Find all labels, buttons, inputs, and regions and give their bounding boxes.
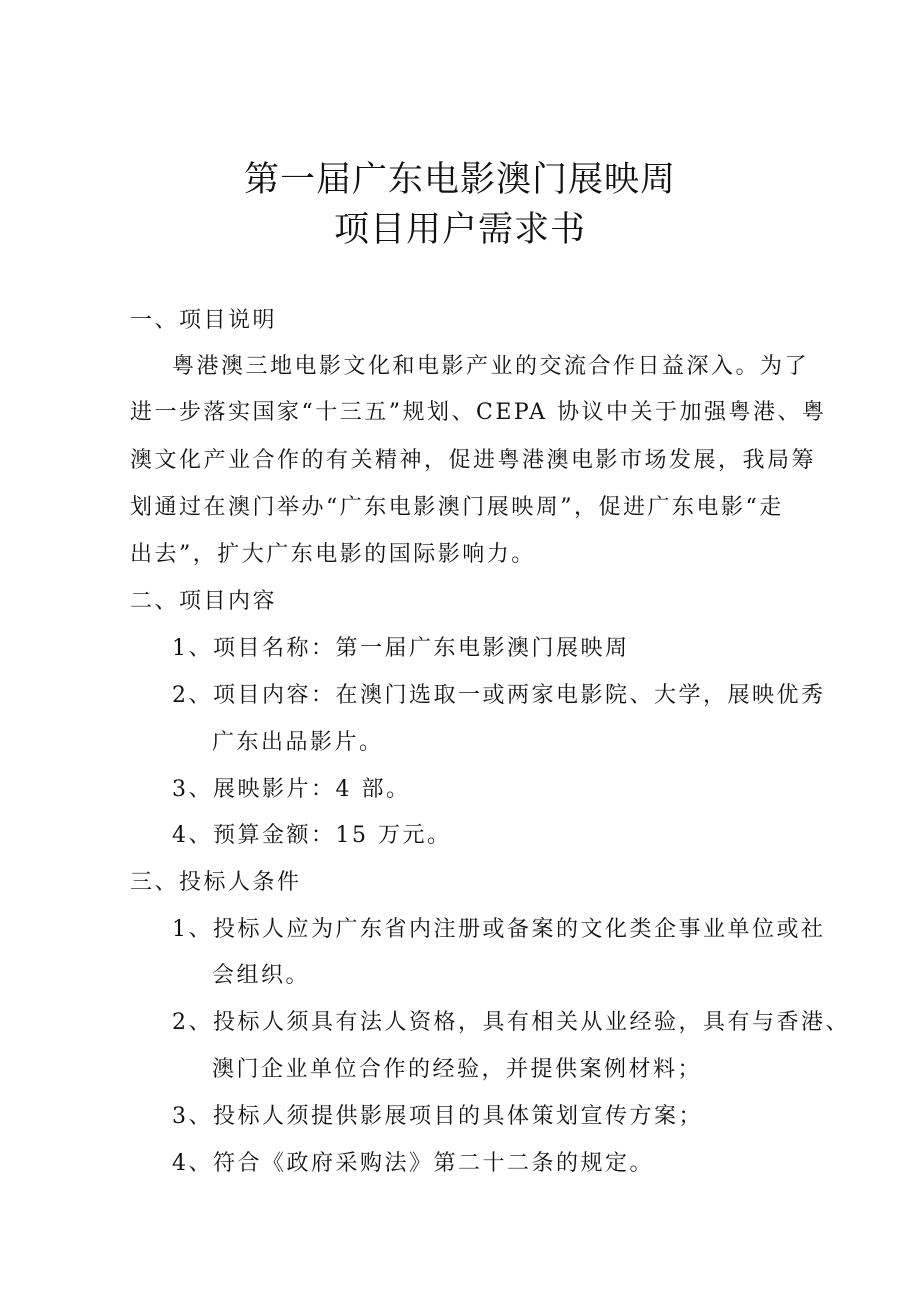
section2-item-1: 1、项目名称：第一届广东电影澳门展映周 — [172, 636, 630, 661]
section1-paragraph-line: 澳文化产业合作的有关精神，促进粤港澳电影市场发展，我局筹 — [130, 448, 817, 473]
section3-item-3: 3、投标人须提供影展项目的具体策划宣传方案； — [172, 1104, 703, 1129]
section3-heading: 三、投标人条件 — [130, 870, 302, 895]
section1-paragraph-line: 出去”，扩大广东电影的国际影响力。 — [130, 542, 536, 567]
section3-item-2: 2、投标人须具有法人资格，具有相关从业经验，具有与香港、 — [172, 1010, 850, 1035]
section1-paragraph-line: 划通过在澳门举办“广东电影澳门展映周”，促进广东电影“走 — [130, 495, 784, 520]
document-title-line2: 项目用户需求书 — [333, 210, 586, 250]
document-title-line1: 第一届广东电影澳门展映周 — [243, 160, 676, 200]
section3-item-2-continued: 澳门企业单位合作的经验，并提供案例材料； — [212, 1057, 703, 1082]
section2-item-3: 3、展映影片：4 部。 — [172, 777, 411, 802]
section3-item-4: 4、符合《政府采购法》第二十二条的规定。 — [172, 1151, 654, 1176]
section1-paragraph-line: 进一步落实国家“十三五”规划、CEPA 协议中关于加强粤港、粤 — [130, 400, 827, 425]
section3-item-1: 1、投标人应为广东省内注册或备案的文化类企事业单位或社 — [172, 917, 826, 942]
section2-item-2-continued: 广东出品影片。 — [212, 730, 384, 755]
section1-heading: 一、项目说明 — [130, 308, 278, 333]
section1-paragraph-line: 粤港澳三地电影文化和电影产业的交流合作日益深入。为了 — [172, 354, 810, 379]
section2-item-2: 2、项目内容：在澳门选取一或两家电影院、大学，展映优秀 — [172, 683, 826, 708]
section2-item-4: 4、预算金额：15 万元。 — [172, 823, 452, 848]
section2-heading: 二、项目内容 — [130, 589, 278, 614]
section3-item-1-continued: 会组织。 — [212, 963, 311, 988]
